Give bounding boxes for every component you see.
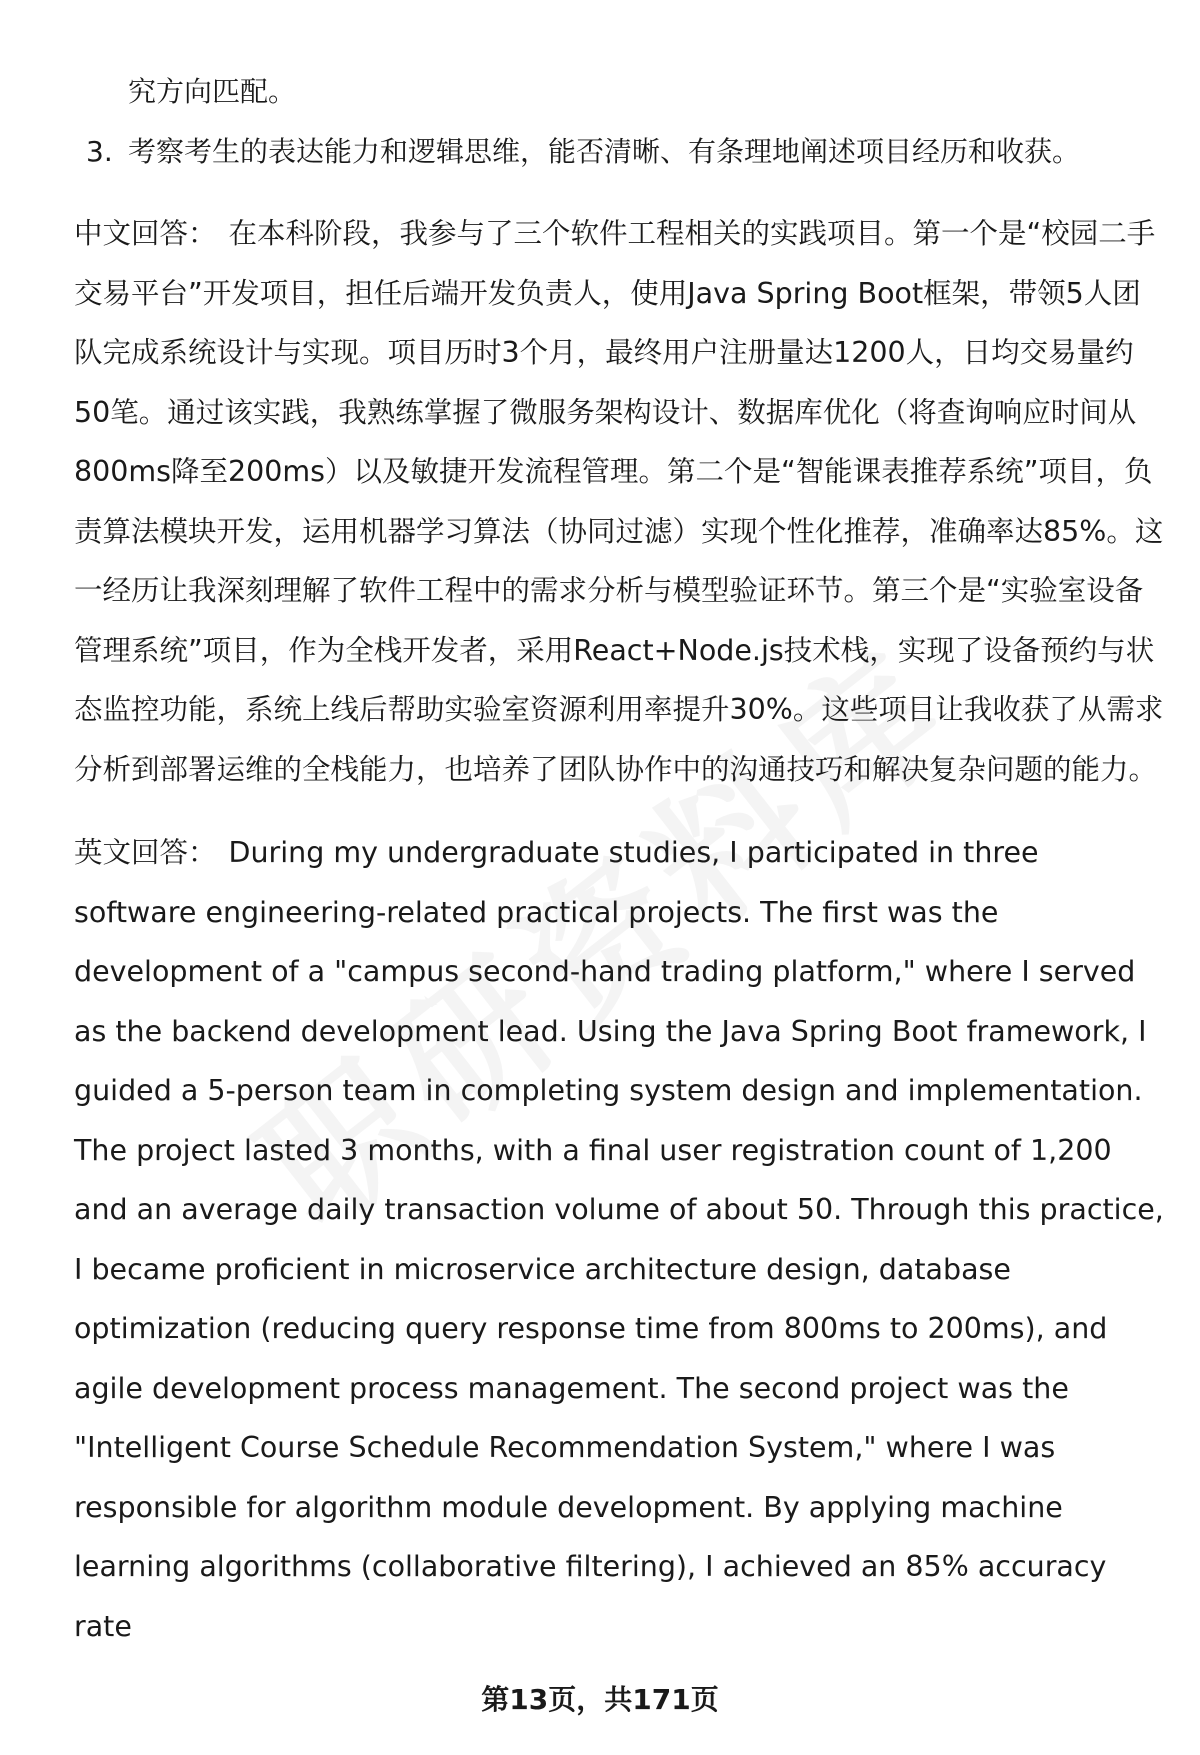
- list-item-number: 3.: [86, 135, 113, 168]
- chinese-answer-label: 中文回答：: [74, 217, 217, 250]
- english-answer-label: 英文回答：: [74, 836, 217, 869]
- english-answer-paragraph: [74, 823, 1164, 1656]
- list-item-continuation: 究方向匹配。: [128, 75, 297, 108]
- list-item-text: 考察考生的表达能力和逻辑思维，能否清晰、有条理地阐述项目经历和收获。: [128, 135, 1081, 168]
- page-number-footer: 第13页，共171页: [481, 1683, 719, 1716]
- list-item-3: [74, 122, 1164, 182]
- chinese-answer-paragraph: [74, 204, 1164, 799]
- page-content: [74, 62, 1164, 1656]
- english-answer-text: During my undergraduate studies, I participated in three software engineering-related practical projects. The first was the development of a "campus second-hand trading platform," where I served as the backend development lead. Using the Java Spring Boot framework, I guided a 5-person team in completing system design and implementation. The project lasted 3 months, with a final user registration count of 1,200 and an average daily transaction volume of about 50. Through this practice, I became proficient in microservice architecture design, database optimization (reducing query response time from 800ms to 200ms), and agile development process management. The second project was the "Intelligent Course Schedule Recommendation System," where I was responsible for algorithm module development. By applying machine learning algorithms (collaborative filtering), I achieved an 85% accuracy rate: [74, 836, 1164, 1643]
- chinese-answer-text: 在本科阶段，我参与了三个软件工程相关的实践项目。第一个是“校园二手交易平台”开发项目，担任后端开发负责人，使用Java Spring Boot框架，带领5人团队完成系统设计与实现。项目历时3个月，最终用户注册量达1200人，日均交易量约50笔。通过该实践，我熟练掌握了微服务架构设计、数据库优化（将查询响应时间从800ms降至200ms）以及敏捷开发流程管理。第二个是“智能课表推荐系统”项目，负责算法模块开发，运用机器学习算法（协同过滤）实现个性化推荐，准确率达85%。这一经历让我深刻理解了软件工程中的需求分析与模型验证环节。第三个是“实验室设备管理系统”项目，作为全栈开发者，采用React+Node.js技术栈，实现了设备预约与状态监控功能，系统上线后帮助实验室资源利用率提升30%。这些项目让我收获了从需求分析到部署运维的全栈能力，也培养了团队协作中的沟通技巧和解决复杂问题的能力。: [74, 217, 1164, 786]
